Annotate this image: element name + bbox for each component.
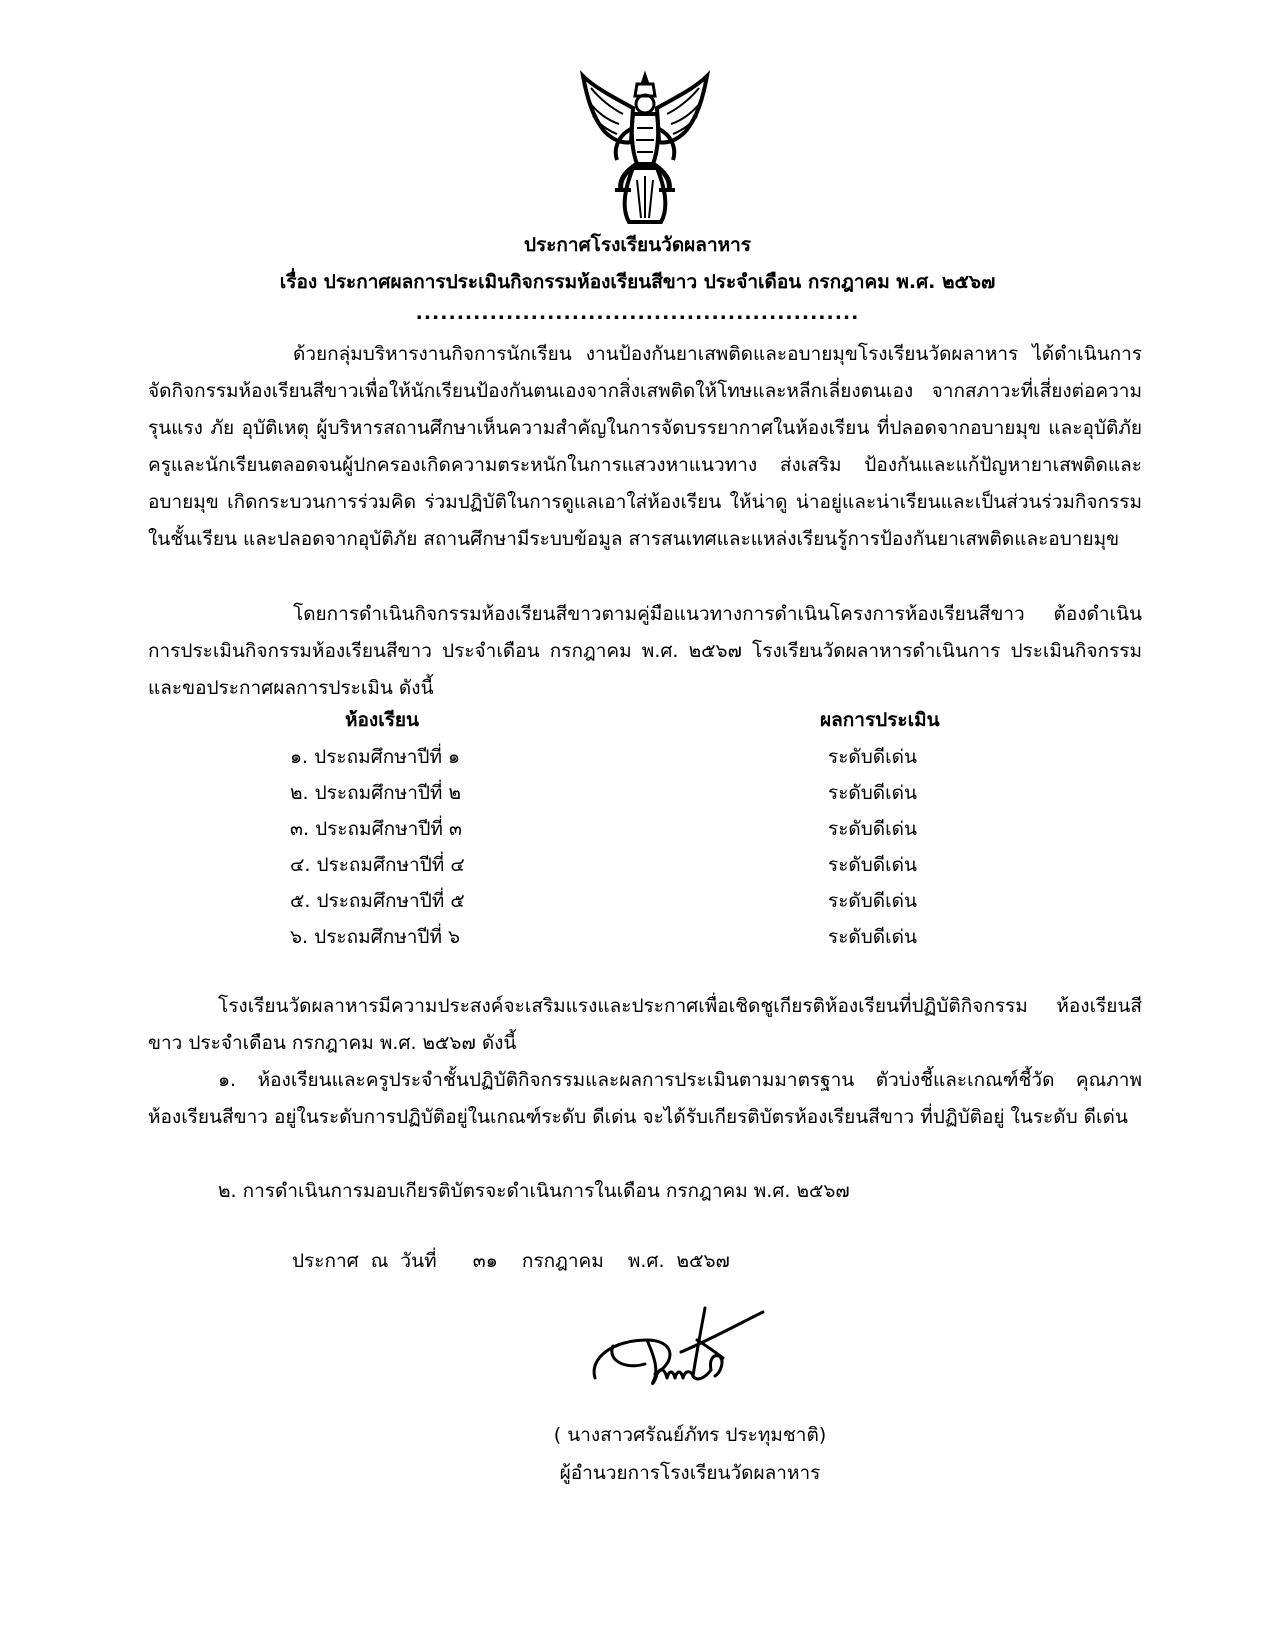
column-header-room: ห้องเรียน [345,709,420,731]
result-cell: ระดับดีเด่น [828,818,917,840]
announce-year: พ.ศ. ๒๕๖๗ [627,1250,730,1272]
paragraph-2-text: โดยการดำเนินกิจกรรมห้องเรียนสีขาวตามคู่มือแนวทางการดำเนินโครงการห้องเรียนสีขาว ต้องดำเนินการประเมินกิจกรรมห้องเรียนสีขาว ประจำเดือน กรกฎาคม พ.ศ. ๒๕๖๗ โรงเรียนวัดผลาหารดำเนินการ ประเมินกิจกรรม และขอประกาศผลการประเมิน ดังนี้ [148,603,1142,699]
room-cell: ๓. ประถมศึกษาปีที่ ๓ [290,818,462,840]
table-row [0,886,1275,923]
room-cell: ๖. ประถมศึกษาปีที่ ๖ [290,926,461,948]
table-row [0,778,1275,815]
award-intro-text: โรงเรียนวัดผลาหารมีความประสงค์จะเสริมแรงและประกาศเพื่อเชิดชูเกียรติห้องเรียนที่ปฏิบัติกิจกรรม ห้องเรียนสีขาว ประจำเดือน กรกฎาคม พ.ศ. ๒๕๖๗ ดังนี้ [148,995,1142,1054]
table-row [0,850,1275,887]
signature-icon [585,1300,795,1410]
award-item-1 [148,1062,1142,1136]
room-cell: ๑. ประถมศึกษาปีที่ ๑ [290,746,461,768]
room-cell: ๔. ประถมศึกษาปีที่ ๔ [290,854,465,876]
paragraph-1-text: ด้วยกลุ่มบริหารงานกิจการนักเรียน งานป้องกันยาเสพติดและอบายมุขโรงเรียนวัดผลาหาร ได้ดำเนินการจัดกิจกรรมห้องเรียนสีขาวเพื่อให้นักเรียนป้องกันตนเองจากสิ่งเสพติดให้โทษและหลีกเลี่ยงตนเอง จากสภาวะที่เสี่ยงต่อความรุนแรง ภัย อุบัติเหตุ ผู้บริหารสถานศึกษาเห็นความสำคัญในการจัดบรรยากาศในห้องเรียน ที่ปลอดจากอบายมุข และอุบัติภัย ครูและนักเรียนตลอดจนผู้ปกครองเกิดความตระหนักในการแสวงหาแนวทาง ส่งเสริม ป้องกันและแก้ปัญหายาเสพติดและอบายมุข เกิดกระบวนการร่วมคิด ร่วมปฏิบัติในการดูแลเอาใส่ห้องเรียน ให้น่าดู น่าอยู่และน่าเรียนและเป็นส่วนร่วมกิจกรรมในชั้นเรียน และปลอดจากอุบัติภัย สถานศึกษามีระบบข้อมูล สารสนเทศและแหล่งเรียนรู้การป้องกันยาเสพติดและอบายมุข [148,343,1142,550]
award-item-1-text: ๑. ห้องเรียนและครูประจำชั้นปฏิบัติกิจกรรมและผลการประเมินตามมาตรฐาน ตัวบ่งชี้และเกณฑ์ชี้วัด คุณภาพห้องเรียนสีขาว อยู่ในระดับการปฏิบัติอยู่ในเกณฑ์ระดับ ดีเด่น จะได้รับเกียรติบัตรห้องเรียนสีขาว ที่ปฏิบัติอยู่ ในระดับ ดีเด่น [148,1069,1142,1128]
room-cell: ๕. ประถมศึกษาปีที่ ๕ [290,890,465,912]
body-paragraph-2 [148,596,1142,707]
signatory-name: ( นางสาวศรัณย์ภัทร ประทุมชาติ) [553,1424,827,1446]
result-cell: ระดับดีเด่น [828,854,917,876]
separator-dots: ...................................................... [415,302,860,324]
award-item-2-text: ๒. การดำเนินการมอบเกียรติบัตรจะดำเนินการในเดือน กรกฎาคม พ.ศ. ๒๕๖๗ [218,1180,850,1202]
award-item-2 [148,1173,1142,1210]
table-row [0,922,1275,959]
announce-month: กรกฎาคม [521,1250,604,1272]
body-paragraph-1 [148,336,1142,558]
announce-day: ๓๑ [472,1250,498,1272]
announcement-subject: เรื่อง ประกาศผลการประเมินกิจกรรมห้องเรียนสีขาว ประจำเดือน กรกฎาคม พ.ศ. ๒๕๖๗ [279,271,996,293]
result-cell: ระดับดีเด่น [828,782,917,804]
award-intro-paragraph [148,988,1142,1062]
results-table [0,705,1275,965]
table-row [0,742,1275,779]
announce-prefix: ประกาศ ณ วันที่ [292,1250,437,1272]
room-cell: ๒. ประถมศึกษาปีที่ ๒ [290,782,462,804]
result-cell: ระดับดีเด่น [828,890,917,912]
result-cell: ระดับดีเด่น [828,746,917,768]
table-row [0,814,1275,851]
signatory-position: ผู้อำนวยการโรงเรียนวัดผลาหาร [559,1462,821,1484]
result-cell: ระดับดีเด่น [828,926,917,948]
garuda-emblem-icon [575,68,715,228]
announce-date [292,1246,730,1276]
announcement-title: ประกาศโรงเรียนวัดผลาหาร [523,234,752,256]
column-header-result: ผลการประเมิน [820,709,940,731]
